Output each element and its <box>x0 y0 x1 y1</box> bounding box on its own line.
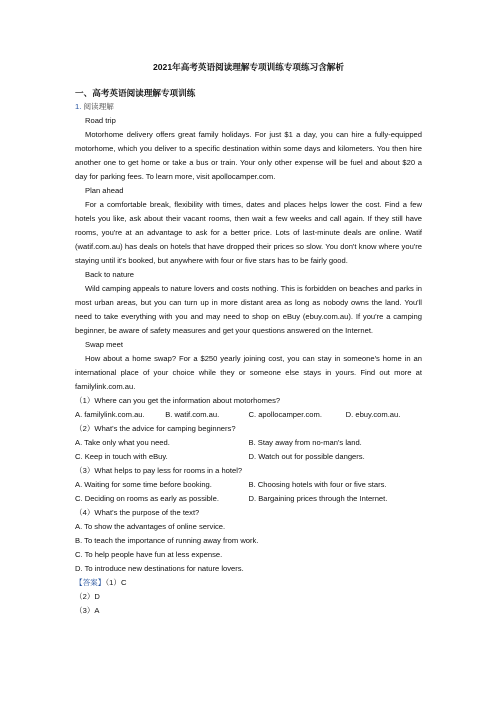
item-label: 阅读理解 <box>83 102 114 111</box>
section-heading-swap-meet: Swap meet <box>85 340 123 349</box>
page-title: 2021年高考英语阅读理解专项训练专项练习含解析 <box>153 62 344 72</box>
option-a: A. To show the advantages of online service. <box>75 522 226 531</box>
option-b: B. watif.com.au. <box>165 410 220 419</box>
option-c: C. Keep in touch with eBuy. <box>75 452 168 461</box>
option-c: C. Deciding on rooms as early as possible. <box>75 494 219 503</box>
option-a: A. Waiting for some time before booking. <box>75 480 212 489</box>
option-b: B. To teach the importance of running away from work. <box>75 536 259 545</box>
option-b: B. Stay away from no-man's land. <box>248 438 362 447</box>
question-1-options <box>75 408 422 422</box>
answer-3: （3）A <box>75 606 100 615</box>
question-4: （4）What's the purpose of the text? <box>75 508 200 517</box>
answer-tag: 【答案】 <box>75 578 106 587</box>
section-heading-plan-ahead: Plan ahead <box>85 186 124 195</box>
paragraph-back-to-nature: Wild camping appeals to nature lovers and costs nothing. This is forbidden on beaches and parks in most urban areas, but you can turn up in more distant area as long as nobody owns the land. You'll need to take everything with you and may need to shop on eBuy (ebuy.com.au). If you're a camping beginner, be aware of safety measures and get your questions answered on the Internet. <box>75 284 422 335</box>
section-heading-back-to-nature: Back to nature <box>85 270 134 279</box>
option-b: B. Choosing hotels with four or five stars. <box>248 480 387 489</box>
option-d: D. ebuy.com.au. <box>345 410 401 419</box>
question-3-options-cd <box>75 492 422 506</box>
answer-2: （2）D <box>75 592 100 601</box>
answer-1: （1）C <box>105 578 127 587</box>
option-a: A. Take only what you need. <box>75 438 170 447</box>
option-a: A. familylink.com.au. <box>75 410 145 419</box>
question-2-options-ab <box>75 436 422 450</box>
question-3: （3）What helps to pay less for rooms in a hotel? <box>75 466 243 475</box>
question-2-options-cd <box>75 450 422 464</box>
question-1: （1）Where can you get the information about motorhomes? <box>75 396 281 405</box>
option-d: D. Bargaining prices through the Internet. <box>248 494 388 503</box>
option-c: C. To help people have fun at less expense. <box>75 550 223 559</box>
paragraph-plan-ahead: For a comfortable break, flexibility with times, dates and places helps lower the cost. Find a few hotels you like, ask about their vacant rooms, then wait a few weeks and call again. If they still have rooms, you're at an advantage to ask for a better price. Lots of last-minute deals are online. Watif (watif.com.au) has deals on hotels that have dropped their prices so slow. You don't know where you're staying until it's booked, but anywhere with four or five stars has to be fairly good. <box>75 200 422 265</box>
question-2: （2）What's the advice for camping beginners? <box>75 424 236 433</box>
answer-line-1 <box>75 576 422 590</box>
option-d: D. Watch out for possible dangers. <box>248 452 365 461</box>
option-c: C. apollocamper.com. <box>248 410 322 419</box>
section-heading-road-trip: Road trip <box>85 116 116 125</box>
item-number: 1. <box>75 102 82 111</box>
option-d: D. To introduce new destinations for nature lovers. <box>75 564 244 573</box>
paragraph-road-trip: Motorhome delivery offers great family holidays. For just $1 a day, you can hire a fully-equipped motorhome, which you deliver to a specific destination within some days and kilometers. You then hire another one to get home or take a bus or train. Your only other expense will be fuel and about $20 a day for parking fees. To learn more, visit apollocamper.com. <box>75 130 422 181</box>
question-3-options-ab <box>75 478 422 492</box>
paragraph-swap-meet: How about a home swap? For a $250 yearly joining cost, you can stay in someone's home in an international place of your choice while they or someone else stays in yours. Find out more at familylink.com.au. <box>75 354 422 391</box>
item-header <box>75 100 422 114</box>
section-heading: 一、高考英语阅读理解专项训练 <box>75 88 196 98</box>
